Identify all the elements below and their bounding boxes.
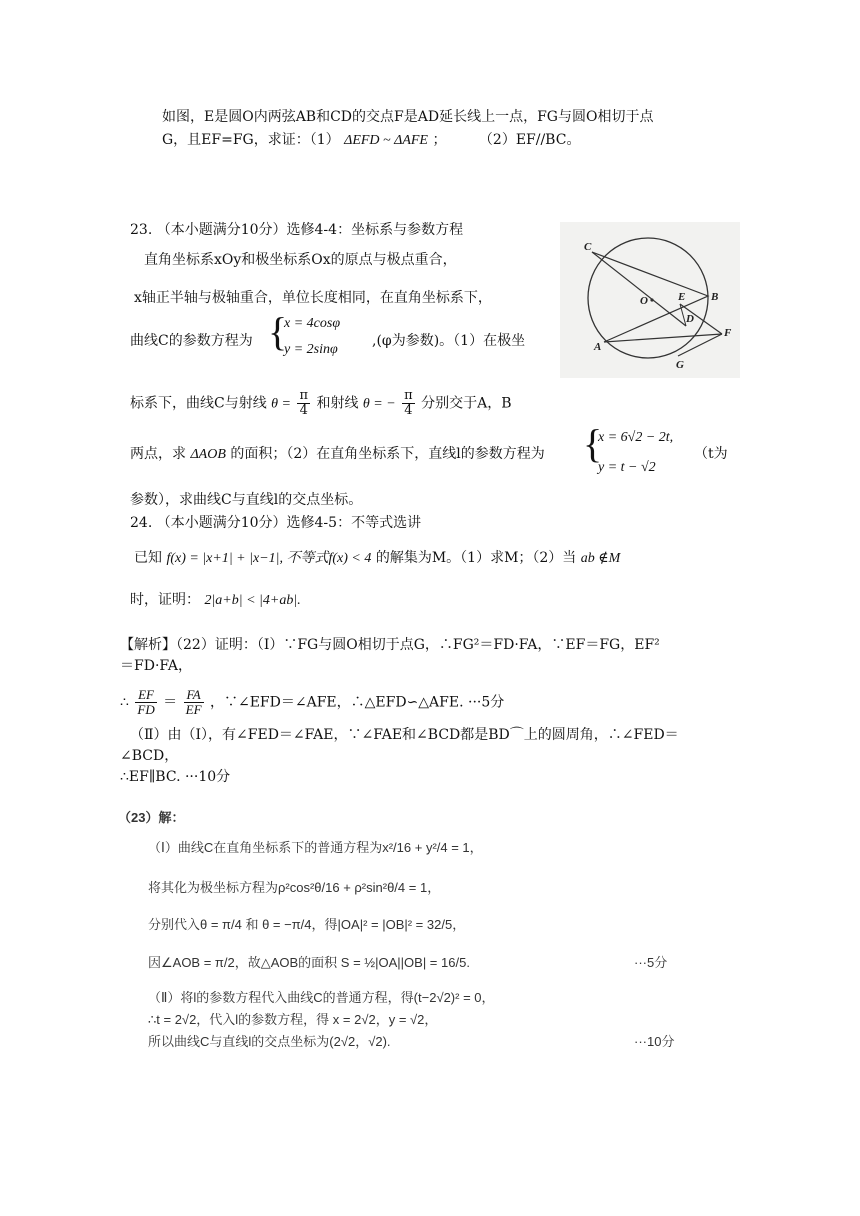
q23-line-4-b: 和射线 <box>316 395 359 412</box>
sol23-heading: （23）解： <box>118 810 185 825</box>
sol22-line-6: ∴EF∥BC. ···10分 <box>120 769 231 785</box>
q24-line-1-b: 的解集为M。（1）求M；（2）当 <box>375 550 577 566</box>
chord-cd <box>592 252 686 326</box>
circle-figure <box>560 222 740 378</box>
sol22-line-4: （Ⅱ）由（Ⅰ），有∠FED＝∠FAE，∵∠FAE和∠BCD都是BD⌒上的圆周角，∴∠FED＝ <box>130 727 679 743</box>
q22-line-2 <box>162 130 580 151</box>
sol23-line-7: 所以曲线C与直线l的交点坐标为(2√2，√2). <box>148 1034 391 1049</box>
sol23-line-5: （Ⅱ）将l的参数方程代入曲线C的普通方程，得(t−2√2)² = 0， <box>148 990 495 1005</box>
q24-line-1 <box>134 548 620 569</box>
sol23-line-2: 将其化为极坐标方程为ρ²cos²θ/16 + ρ²sin²θ/4 = 1， <box>148 880 441 895</box>
sol22-therefore: ∴ <box>120 694 129 711</box>
q24-line-2-a: 时，证明： <box>130 592 200 608</box>
sol22-equals: ＝ <box>163 694 178 711</box>
sol23-score-5: ···5分 <box>634 955 668 970</box>
q23-pi-over-4-a: $\frac{\pi}{4}$ <box>299 388 308 418</box>
q24-function-def: f(x) = |x+1| + |x−1|, 不等式f(x) < 4 <box>166 551 372 566</box>
label-e: E <box>678 291 686 303</box>
q22-line-1: 如图，E是圆O内两弦AB和CD的交点F是AD延长线上一点，FG与圆O相切于点 <box>162 109 654 125</box>
q23-line-4-c: 分别交于A，B <box>421 395 512 412</box>
label-d: D <box>686 313 694 325</box>
q22-line-2-part2: （2）EF//BC。 <box>478 132 581 148</box>
q23-line-6: 参数），求曲线C与直线l的交点坐标。 <box>130 492 363 508</box>
sol22-line-2: ＝FD·FA， <box>120 658 192 674</box>
q23-title: 23. （本小题满分10分）选修4-4：坐标系与参数方程 <box>130 222 464 238</box>
label-a: A <box>594 341 602 353</box>
label-f: F <box>724 327 732 339</box>
q23-eq2-x: x = 6√2 − 2t, <box>598 430 674 445</box>
sol23-line-4: 因∠AOB = π/2，故△AOB的面积 S = ½|OA||OB| = 16/5. <box>148 955 470 970</box>
label-g: G <box>676 359 684 371</box>
circle-o <box>588 238 708 358</box>
sol23-score-10: ···10分 <box>634 1034 675 1049</box>
q23-theta-1: θ = <box>271 396 291 412</box>
q23-line-3-prefix: 曲线C的参数方程为 <box>130 333 253 349</box>
line-af <box>604 334 722 342</box>
q22-line-2-text: G，且EF=FG，求证：（1） <box>162 132 340 148</box>
q23-line-1: 直角坐标系xOy和极坐标系Ox的原点与极点重合， <box>144 252 457 268</box>
q23-eq-y: y = 2sinφ <box>284 342 338 357</box>
sol23-line-6: ∴t = 2√2，代入l的参数方程，得 x = 2√2，y = √2， <box>148 1012 438 1027</box>
center-point <box>650 298 653 301</box>
q23-line-5-b: 的面积；（2）在直角坐标系下，直线l的参数方程为 <box>230 446 545 462</box>
sol22-line-1: 【解析】（22）证明：（Ⅰ）∵FG与圆O相切于点G，∴FG²＝FD·FA，∵EF＝FG，EF² <box>120 637 660 653</box>
sol23-line-3: 分别代入θ = π/4 和 θ = −π/4，得|OA|² = |OB|² = 32/5， <box>148 917 466 932</box>
q23-brace-2: { <box>583 421 603 466</box>
q24-condition: ab ∉M <box>580 551 621 566</box>
sol22-line-5: ∠BCD， <box>120 748 179 764</box>
q23-line-5-a: 两点，求 <box>130 446 186 462</box>
q23-eq-x: x = 4cosφ <box>284 316 341 331</box>
q22-line-2-sep: ； <box>432 132 447 148</box>
q23-line-2: x轴正半轴与极轴重合，单位长度相同，在直角坐标系下， <box>134 290 492 306</box>
q23-line-4 <box>130 389 512 418</box>
q24-title: 24. （本小题满分10分）选修4-5：不等式选讲 <box>130 515 422 531</box>
label-c: C <box>584 241 592 253</box>
q23-line-4-a: 标系下，曲线C与射线 <box>130 395 267 412</box>
q24-inequality: 2|a+b| < |4+ab|. <box>204 593 301 608</box>
label-o: O <box>640 295 648 307</box>
q23-theta-2: θ = − <box>362 396 396 412</box>
q23-line-5-c: （t为 <box>694 446 728 462</box>
q23-line-5 <box>130 444 545 465</box>
sol22-line-3-rest: ，∵∠EFD＝∠AFE，∴△EFD∽△AFE. ···5分 <box>209 694 505 711</box>
label-b: B <box>711 291 719 303</box>
q23-pi-over-4-b: $\frac{\pi}{4}$ <box>404 388 413 418</box>
sol22-frac-ef-fd: $\frac{EF}{FD}$ <box>137 687 155 717</box>
q24-line-2 <box>130 590 301 611</box>
q23-brace-1: { <box>268 309 288 354</box>
sol22-frac-fa-ef: $\frac{FA}{EF}$ <box>185 687 202 717</box>
q23-triangle-aob: ΔAOB <box>190 447 226 462</box>
q22-similarity-formula: ΔEFD ~ ΔAFE <box>344 133 428 148</box>
q23-eq2-y: y = t − √2 <box>598 460 656 475</box>
sol22-line-3 <box>120 688 504 717</box>
circle-diagram <box>560 222 740 378</box>
q24-line-1-a: 已知 <box>134 550 162 566</box>
sol23-line-1: （Ⅰ）曲线C在直角坐标系下的普通方程为x²/16 + y²/4 = 1， <box>148 840 483 855</box>
q23-line-3-suffix: ,(φ为参数)。（1）在极坐 <box>372 333 526 349</box>
